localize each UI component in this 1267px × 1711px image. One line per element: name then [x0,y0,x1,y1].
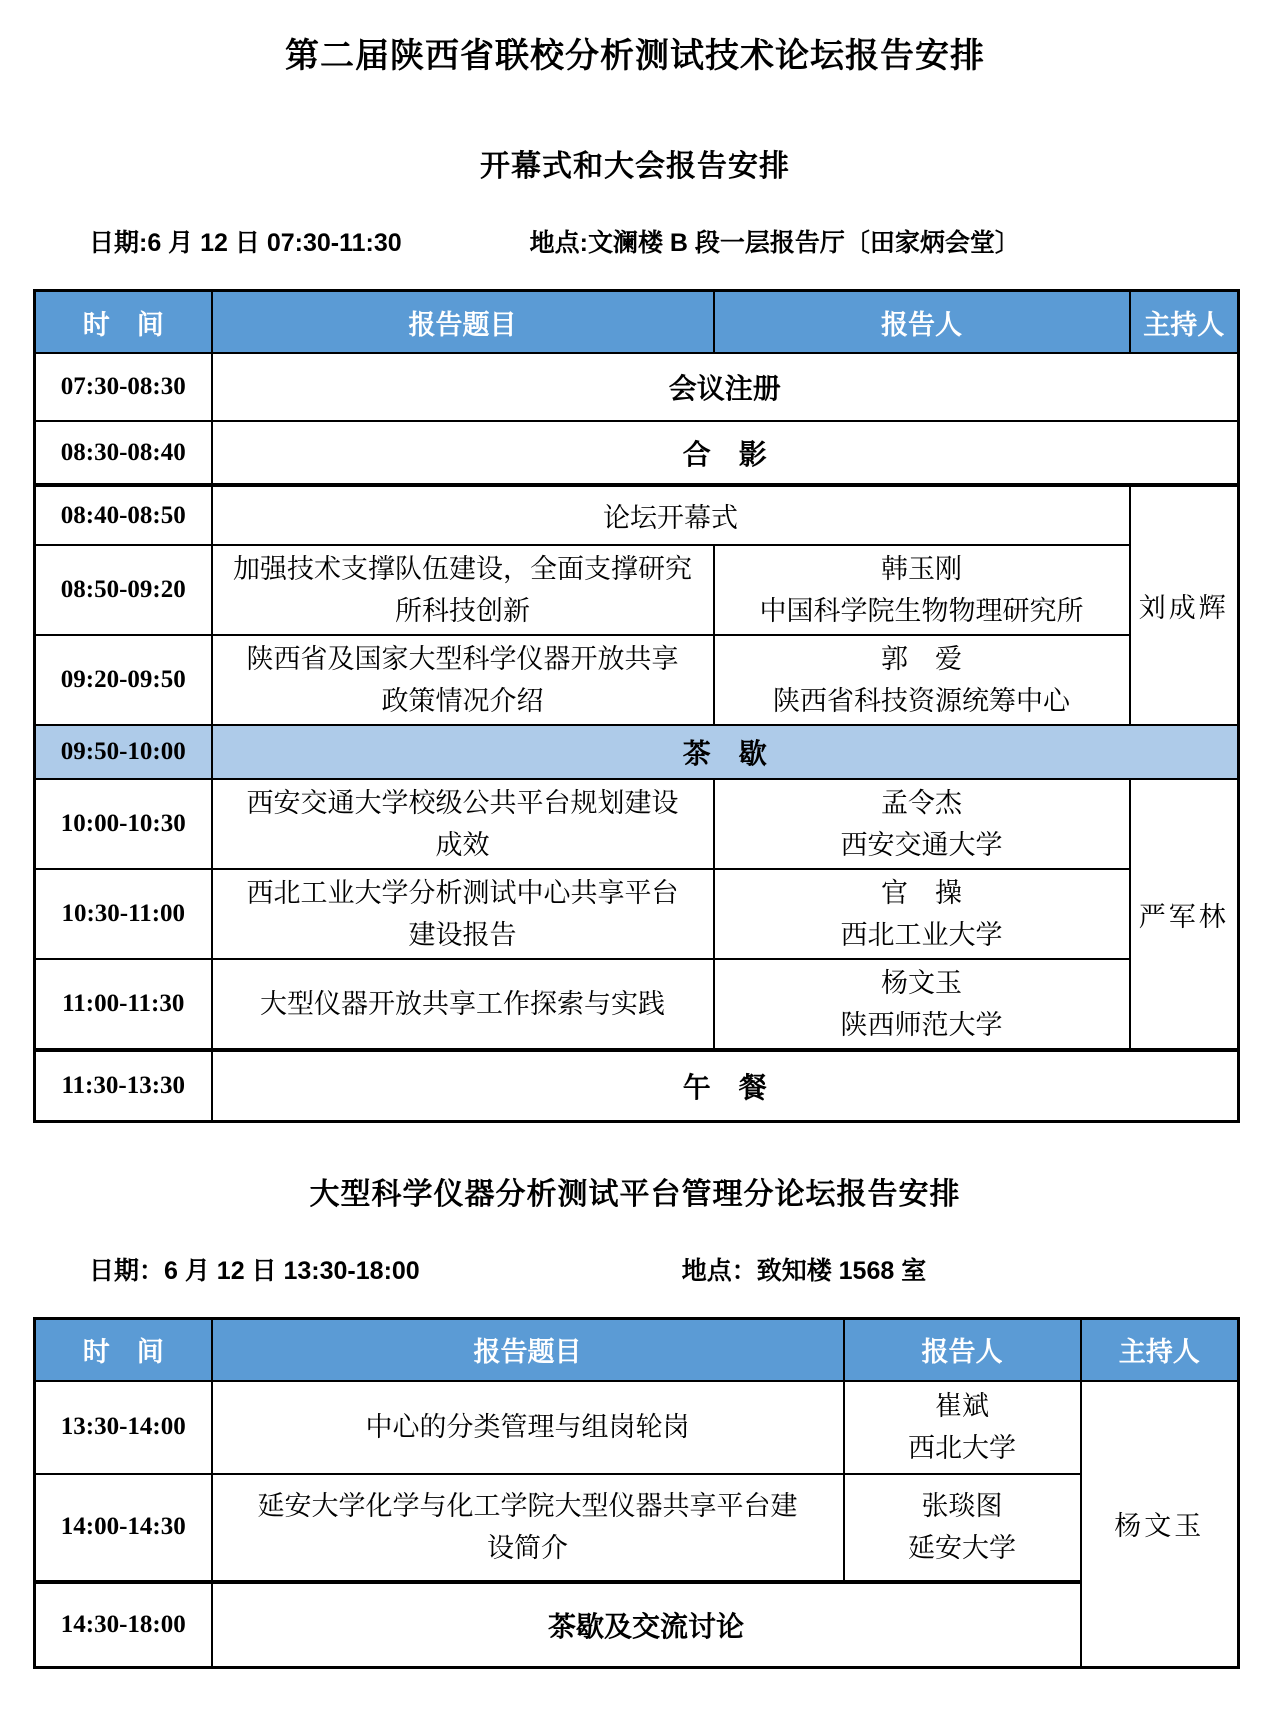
talk-title-line: 西北工业大学分析测试中心共享平台 [246,878,679,908]
speaker-affiliation: 中国科学院生物物理研究所 [759,596,1084,626]
breakout-session-table [33,1317,1240,1670]
speaker-name: 崔斌 [935,1391,989,1421]
section2-date: 日期：6 月 12 日 13:30-18:00 [89,1256,420,1285]
time-cell: 07:30-08:30 [35,353,212,421]
section1-date: 日期:6 月 12 日 07:30-11:30 [89,229,402,257]
header-talk-title: 报告题目 [212,291,714,354]
table-row [35,1381,1239,1474]
talk-title-line: 建设报告 [408,920,517,950]
time-cell: 08:40-08:50 [35,485,212,545]
table-header-row [35,291,1239,354]
speaker-cell [844,1474,1081,1582]
speaker-affiliation: 陕西师范大学 [840,1010,1003,1040]
section2-dateline [89,1251,1237,1287]
table-row [35,1050,1239,1121]
section1-dateline [89,223,1237,259]
time-cell: 14:30-18:00 [35,1582,212,1668]
main-title: 第二届陕西省联校分析测试技术论坛报告安排 [285,37,985,75]
time-cell: 09:20-09:50 [35,635,212,725]
header-talk-title: 报告题目 [212,1318,844,1381]
talk-title-line: 大型仪器开放共享工作探索与实践 [260,989,665,1019]
speaker-affiliation: 西安交通大学 [840,830,1003,860]
event-cell: 茶 歇 [212,725,1239,779]
table-row [35,959,1239,1050]
speaker-cell [714,869,1130,959]
talk-title-cell [212,1474,844,1582]
talk-title-line: 政策情况介绍 [381,686,544,716]
talk-title-line: 成效 [435,830,490,860]
talk-title-line: 加强技术支撑队伍建设，全面支撑研究 [233,554,692,584]
header-speaker: 报告人 [844,1318,1081,1381]
time-cell: 10:00-10:30 [35,779,212,869]
time-cell: 13:30-14:00 [35,1381,212,1474]
speaker-name: 张琰图 [921,1491,1003,1521]
talk-title-line: 设简介 [487,1533,568,1563]
speaker-cell [714,959,1130,1050]
event-cell: 合 影 [212,421,1239,485]
speaker-affiliation: 西北工业大学 [840,920,1003,950]
table-row [35,1474,1239,1582]
header-time: 时 间 [35,1318,212,1381]
speaker-cell [844,1381,1081,1474]
host-cell: 杨文玉 [1081,1381,1239,1668]
event-cell: 午 餐 [212,1050,1239,1121]
talk-title-line: 延安大学化学与化工学院大型仪器共享平台建 [257,1491,798,1521]
talk-title-cell [212,545,714,635]
talk-title-cell [212,635,714,725]
tea-break-row [35,725,1239,779]
speaker-cell [714,635,1130,725]
speaker-name: 杨文玉 [881,968,962,998]
header-time: 时 间 [35,291,212,354]
talk-title-cell [212,779,714,869]
time-cell: 14:00-14:30 [35,1474,212,1582]
table-row [35,635,1239,725]
table-header-row [35,1318,1239,1381]
event-cell: 论坛开幕式 [212,485,1130,545]
time-cell: 11:30-13:30 [35,1050,212,1121]
event-cell: 会议注册 [212,353,1239,421]
talk-title-cell [212,959,714,1050]
talk-title-line: 中心的分类管理与组岗轮岗 [365,1412,690,1442]
time-cell: 09:50-10:00 [35,725,212,779]
time-cell: 08:50-09:20 [35,545,212,635]
table-row [35,353,1239,421]
speaker-affiliation: 西北大学 [908,1433,1016,1463]
section1-location: 地点:文澜楼 B 段一层报告厅〔田家炳会堂〕 [529,229,1020,257]
table-row [35,421,1239,485]
speaker-name: 官 操 [881,878,962,908]
speaker-cell [714,779,1130,869]
section2-title: 大型科学仪器分析测试平台管理分论坛报告安排 [309,1177,961,1211]
talk-title-line: 所科技创新 [395,596,530,626]
speaker-name: 孟令杰 [881,788,962,818]
header-host: 主持人 [1130,291,1239,354]
speaker-cell [714,545,1130,635]
table-row [35,545,1239,635]
table-row [35,779,1239,869]
table-row [35,1582,1239,1668]
plenary-session-table [33,289,1240,1123]
time-cell: 11:00-11:30 [35,959,212,1050]
talk-title-line: 陕西省及国家大型科学仪器开放共享 [246,644,679,674]
table-row [35,485,1239,545]
time-cell: 10:30-11:00 [35,869,212,959]
talk-title-cell [212,1381,844,1474]
speaker-name: 郭 爱 [881,644,962,674]
header-host: 主持人 [1081,1318,1239,1381]
speaker-affiliation: 延安大学 [908,1533,1016,1563]
speaker-affiliation: 陕西省科技资源统筹中心 [773,686,1070,716]
table-row [35,869,1239,959]
talk-title-line: 西安交通大学校级公共平台规划建设 [246,788,679,818]
section2-location: 地点：致知楼 1568 室 [681,1256,927,1285]
host-cell: 刘成辉 [1130,485,1239,725]
talk-title-cell [212,869,714,959]
header-speaker: 报告人 [714,291,1130,354]
speaker-name: 韩玉刚 [881,554,962,584]
time-cell: 08:30-08:40 [35,421,212,485]
event-cell: 茶歇及交流讨论 [212,1582,1081,1668]
section1-title: 开幕式和大会报告安排 [480,150,790,183]
host-cell: 严军林 [1130,779,1239,1050]
